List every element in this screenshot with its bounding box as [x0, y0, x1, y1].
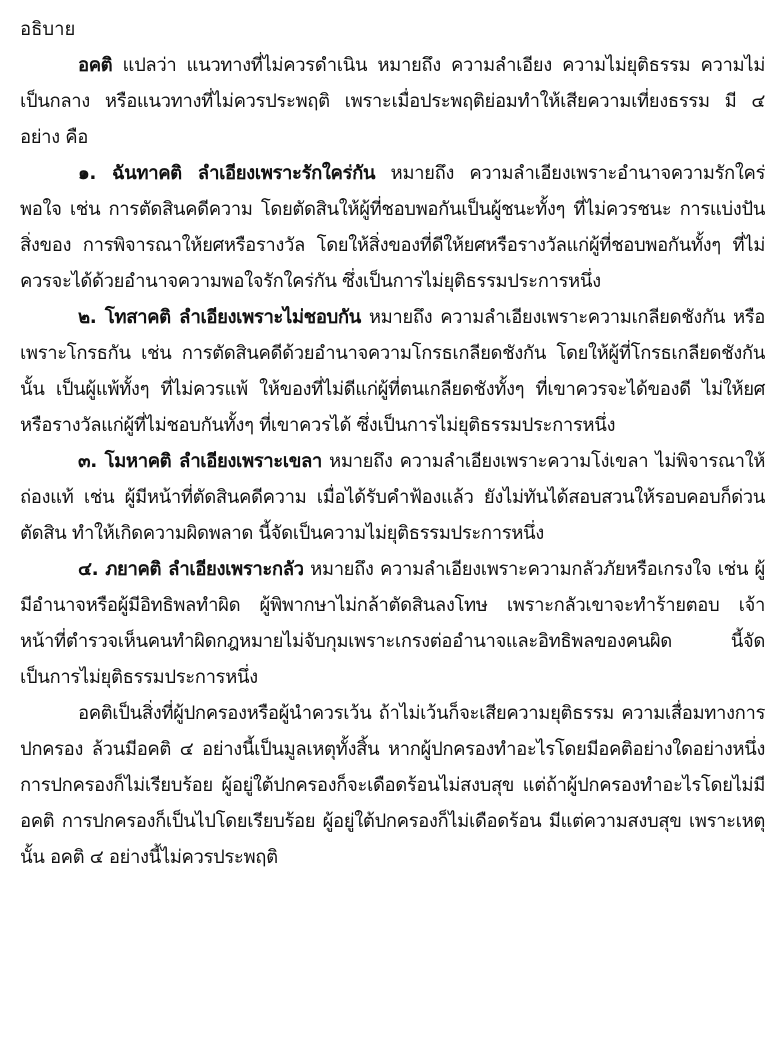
term-agati: อคติ [78, 55, 113, 76]
paragraph-text: แปลว่า แนวทางที่ไม่ควรดำเนิน หมายถึง ความลำเอียง ความไม่ยุติธรรม ความไม่เป็นกลาง หรือแนวทางที่ไม่ควรประพฤติ เพราะเมื่อประพฤติย่อมทำให้เสียความเที่ยงธรรม มี ๔ อย่าง คือ [20, 55, 765, 148]
paragraph-text: หมายถึง ความลำเอียงเพราะอำนาจความรักใคร่พอใจ เช่น การตัดสินคดีความ โดยตัดสินให้ผู้ที่ชอบพอกันเป็นผู้ชนะทั้งๆ ที่ไม่ควรชนะ การแบ่งปันสิ่งของ การพิจารณาให้ยศหรือรางวัล โดยให้สิ่งของที่ดีให้ยศหรือรางวัลแก่ผู้ที่ชอบพอกันทั้งๆ ที่ไม่ควรจะได้ด้วยอำนาจความพอใจรักใคร่กัน ซึ่งเป็นการไม่ยุติธรรมประการหนึ่ง [20, 163, 765, 292]
chanthakati-paragraph [20, 156, 765, 300]
paragraph-text: อคติเป็นสิ่งที่ผู้ปกครองหรือผู้นำควรเว้น ถ้าไม่เว้นก็จะเสียความยุติธรรม ความเสื่อมทางการปกครอง ล้วนมีอคติ ๔ อย่างนี้เป็นมูลเหตุทั้งสิ้น หากผู้ปกครองทำอะไรโดยมีอคติอย่างใดอย่างหนึ่ง การปกครองก็ไม่เรียบร้อย ผู้อยู่ใต้ปกครองก็จะเดือดร้อนไม่สงบสุข แต่ถ้าผู้ปกครองทำอะไรโดยไม่มีอคติ การปกครองก็เป็นไปโดยเรียบร้อย ผู้อยู่ใต้ปกครองก็ไม่เดือดร้อน มีแต่ความสงบสุข เพราะเหตุนั้น อคติ ๔ อย่างนี้ไม่ควรประพฤติ [20, 703, 765, 868]
section-heading: อธิบาย [20, 19, 76, 40]
conclusion-paragraph [20, 696, 765, 876]
term-phayakati: ๔. ภยาคติ ลำเอียงเพราะกลัว [78, 559, 304, 580]
term-chanthakati: ๑. ฉันทาคติ ลำเอียงเพราะรักใคร่กัน [78, 163, 376, 184]
document-page [20, 12, 765, 876]
paragraph-text: หมายถึง ความลำเอียงเพราะความเกลียดชังกัน หรือเพราะโกรธกัน เช่น การตัดสินคดีด้วยอำนาจความโกรธเกลียดชังกัน โดยให้ผู้ที่โกรธเกลียดชังกันนั้น เป็นผู้แพ้ทั้งๆ ที่ไม่ควรแพ้ ให้ของที่ไม่ดีแก่ผู้ที่ตนเกลียดชังทั้งๆ ที่เขาควรจะได้ของดี ไม่ให้ยศหรือรางวัลแก่ผู้ที่ไม่ชอบกันทั้งๆ ที่เขาควรได้ ซึ่งเป็นการไม่ยุติธรรมประการหนึ่ง [20, 307, 766, 436]
intro-paragraph [20, 48, 765, 156]
mohakati-paragraph [20, 444, 765, 552]
term-mohakati: ๓. โมหาคติ ลำเอียงเพราะเขลา [78, 451, 322, 472]
term-thosakati: ๒. โทสาคติ ลำเอียงเพราะไม่ชอบกัน [78, 307, 361, 328]
phayakati-paragraph [20, 552, 765, 696]
paragraph-text: หมายถึง ความลำเอียงเพราะความกลัวภัยหรือเกรงใจ เช่น ผู้มีอำนาจหรือผู้มีอิทธิพลทำผิด ผู้พิพากษาไม่กล้าตัดสินลงโทษ เพราะกลัวเขาจะทำร้ายตอบ เจ้าหน้าที่ตำรวจเห็นคนทำผิดกฎหมายไม่จับกุมเพราะเกรงต่ออำนาจและอิทธิพลของคนผิด นี้จัดเป็นการไม่ยุติธรรมประการหนึ่ง [20, 559, 765, 688]
thosakati-paragraph [20, 300, 765, 444]
paragraph-text: หมายถึง ความลำเอียงเพราะความโง่เขลา ไม่พิจารณาให้ถ่องแท้ เช่น ผู้มีหน้าที่ตัดสินคดีความ เมื่อได้รับคำฟ้องแล้ว ยังไม่ทันได้สอบสวนให้รอบคอบก็ด่วนตัดสิน ทำให้เกิดความผิดพลาด นี้จัดเป็นความไม่ยุติธรรมประการหนึ่ง [20, 451, 765, 544]
